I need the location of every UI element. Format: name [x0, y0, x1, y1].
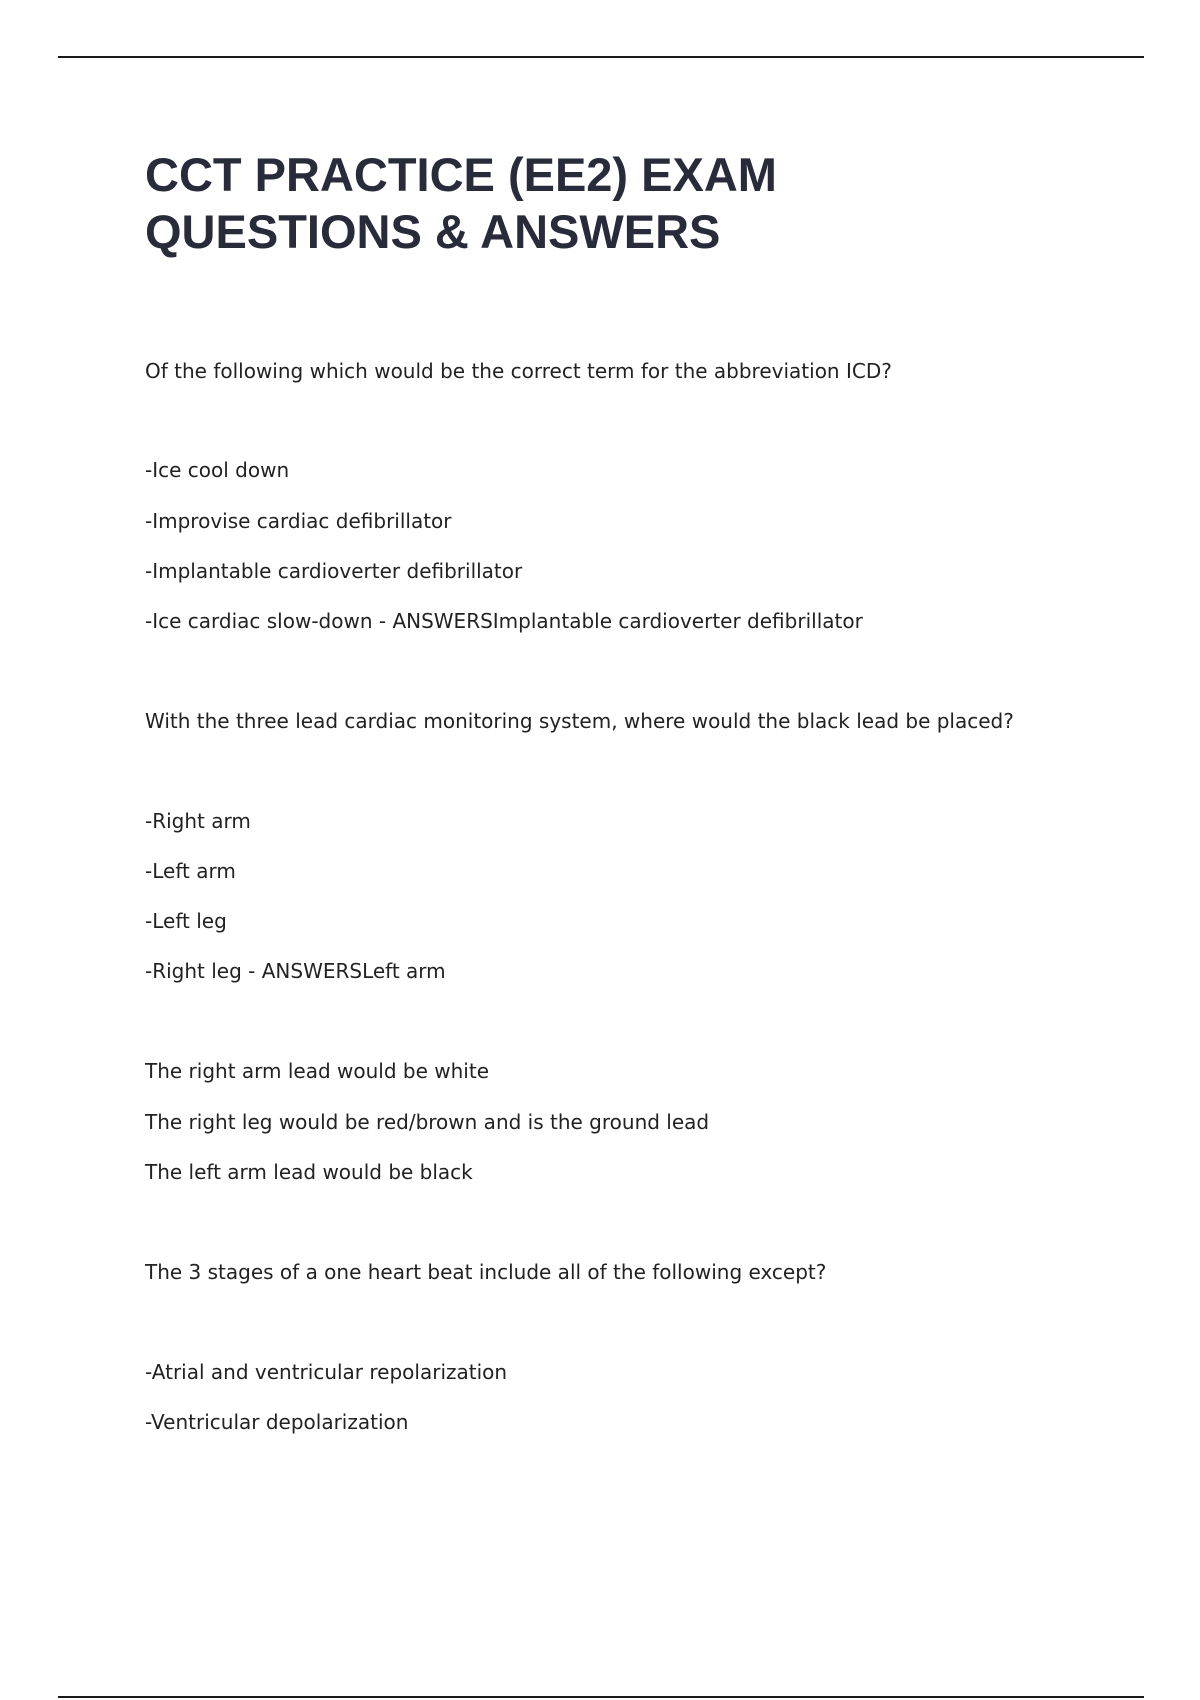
question-2-option: -Right arm — [145, 809, 251, 833]
explanation-line: The right arm lead would be white — [145, 1059, 490, 1083]
question-1-option: -Improvise cardiac defibrillator — [145, 509, 452, 533]
question-1-option: -Ice cool down — [145, 458, 290, 482]
top-divider — [58, 56, 1144, 58]
question-2-option: -Left arm — [145, 859, 236, 883]
question-2-option: -Left leg — [145, 909, 227, 933]
bottom-divider — [58, 1696, 1144, 1698]
question-2-text: With the three lead cardiac monitoring system, where would the black lead be placed? — [145, 709, 1014, 733]
question-3-option: -Atrial and ventricular repolarization — [145, 1360, 508, 1384]
question-1-option: -Implantable cardioverter defibrillator — [145, 559, 523, 583]
document-title: CCT PRACTICE (EE2) EXAM QUESTIONS & ANSWERS — [145, 148, 777, 258]
question-2-option-with-answer: -Right leg - ANSWERSLeft arm — [145, 959, 446, 983]
explanation-line: The right leg would be red/brown and is the ground lead — [145, 1110, 710, 1134]
question-3-option: -Ventricular depolarization — [145, 1410, 409, 1434]
question-1-text: Of the following which would be the correct term for the abbreviation ICD? — [145, 359, 892, 383]
explanation-line: The left arm lead would be black — [145, 1160, 473, 1184]
question-3-text: The 3 stages of a one heart beat include all of the following except? — [145, 1260, 827, 1284]
question-1-option-with-answer: -Ice cardiac slow-down - ANSWERSImplantable cardioverter defibrillator — [145, 609, 863, 633]
